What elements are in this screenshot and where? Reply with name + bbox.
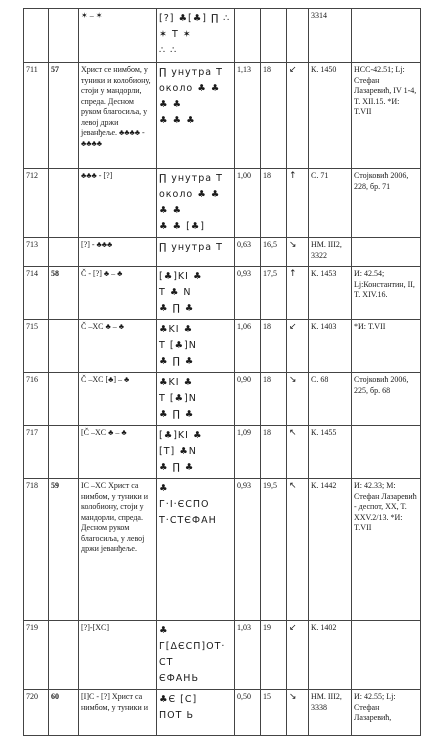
diameter-cell: 18: [261, 320, 287, 373]
reverse-line: ♣Є [С]: [159, 694, 198, 705]
reverse-description-cell: [157, 238, 235, 267]
reference-cell: [352, 426, 421, 479]
weight-cell: 1,13: [235, 63, 261, 169]
collection-cell: К. 1453: [309, 267, 352, 320]
obverse-description-cell: Христ се нимбом, у туники и колобиону, стоји у мандорли, спреда. Десном руком благосиља, у левој држи јеванђеље. ♣♣♣♣ - ♣♣♣♣: [79, 63, 157, 169]
catalog-number-cell: 712: [24, 169, 49, 238]
reverse-description-cell: [157, 621, 235, 690]
reverse-line: [♣]ΚI ♣: [159, 430, 203, 441]
catalog-number-cell: 715: [24, 320, 49, 373]
collection-cell: С. 71: [309, 169, 352, 238]
type-number-cell: 59: [49, 479, 79, 621]
reverse-line: около ♣ ♣ ♣ ♣: [159, 189, 221, 216]
reverse-description-cell: [157, 169, 235, 238]
catalog-number-cell: 716: [24, 373, 49, 426]
catalog-number-cell: 720: [24, 690, 49, 736]
table-row: [24, 238, 421, 267]
type-number-cell: 58: [49, 267, 79, 320]
collection-cell: НМ. III2, 3322: [309, 238, 352, 267]
reference-cell: И: 42.55; Lj: Стефан Лазаревић,: [352, 690, 421, 736]
catalog-number-cell: [24, 9, 49, 63]
reverse-description-cell: [157, 9, 235, 63]
reverse-line: ♣ ∏ ♣: [159, 356, 195, 367]
reverse-line: [T] ♣N: [159, 446, 197, 457]
die-axis-cell: ↖: [287, 479, 309, 621]
table-row: [24, 63, 421, 169]
weight-cell: 0,90: [235, 373, 261, 426]
reverse-line: Т·СТЄФАН: [159, 515, 217, 526]
weight-cell: 0,93: [235, 479, 261, 621]
die-axis-cell: ↙: [287, 63, 309, 169]
reverse-description-cell: [157, 63, 235, 169]
reverse-description-cell: [157, 479, 235, 621]
diameter-cell: 15: [261, 690, 287, 736]
reverse-description-cell: [157, 690, 235, 736]
reverse-line: T [♣]N: [159, 393, 197, 404]
obverse-description-cell: [I]C - [?] Христ са нимбом, у туники и: [79, 690, 157, 736]
table-row: [24, 320, 421, 373]
reverse-line: ♣: [159, 483, 169, 494]
table-row: [24, 479, 421, 621]
reverse-line: ♣ ♣ ♣: [159, 115, 196, 126]
die-axis-cell: ↑: [287, 169, 309, 238]
obverse-description-cell: ♣♣♣ - [?]: [79, 169, 157, 238]
obverse-description-cell: [?] - ♣♣♣: [79, 238, 157, 267]
weight-cell: 0,50: [235, 690, 261, 736]
reference-cell: [352, 9, 421, 63]
reference-cell: Стојковић 2006, 225, бр. 68: [352, 373, 421, 426]
reverse-line: ♣ΚI ♣: [159, 377, 194, 388]
die-axis-cell: ↙: [287, 320, 309, 373]
catalog-number-cell: 718: [24, 479, 49, 621]
weight-cell: 1,09: [235, 426, 261, 479]
weight-cell: 1,06: [235, 320, 261, 373]
weight-cell: 0,93: [235, 267, 261, 320]
reference-cell: И: 42.33; M: Стефан Лазаревић - деспот, XX, T. XXV.2/13. *И: T.VII: [352, 479, 421, 621]
reverse-line: ♣ ∏ ♣: [159, 409, 195, 420]
reference-cell: [352, 621, 421, 690]
obverse-description-cell: [?]-[XC]: [79, 621, 157, 690]
reverse-line: ∏ унутра T: [159, 67, 223, 78]
collection-cell: К. 1402: [309, 621, 352, 690]
diameter-cell: 17,5: [261, 267, 287, 320]
type-number-cell: [49, 426, 79, 479]
reference-cell: И: 42.54; Lj:Константин, II, T. XIV.16.: [352, 267, 421, 320]
type-number-cell: [49, 621, 79, 690]
obverse-description-cell: ✶ – ✶: [79, 9, 157, 63]
reverse-line: [♣]ΚI ♣: [159, 271, 203, 282]
die-axis-cell: ↖: [287, 426, 309, 479]
type-number-cell: [49, 9, 79, 63]
die-axis-cell: ↘: [287, 238, 309, 267]
reverse-line: ПОТ Ь: [159, 710, 194, 721]
reverse-description-cell: [157, 320, 235, 373]
type-number-cell: [49, 373, 79, 426]
die-axis-cell: ↑: [287, 267, 309, 320]
die-axis-cell: [287, 9, 309, 63]
diameter-cell: 19,5: [261, 479, 287, 621]
collection-cell: К. 1450: [309, 63, 352, 169]
type-number-cell: [49, 320, 79, 373]
reverse-line: ✶ T ✶: [159, 29, 192, 40]
table-row: [24, 426, 421, 479]
die-axis-cell: ↙: [287, 621, 309, 690]
type-number-cell: [49, 169, 79, 238]
diameter-cell: [261, 9, 287, 63]
diameter-cell: 16,5: [261, 238, 287, 267]
diameter-cell: 19: [261, 621, 287, 690]
collection-cell: К. 1455: [309, 426, 352, 479]
reverse-line: ∏ унутра T: [159, 242, 223, 253]
obverse-description-cell: Č - [?] ♣ – ♣: [79, 267, 157, 320]
catalog-table-body: [24, 9, 421, 736]
table-row: [24, 267, 421, 320]
catalog-number-cell: 713: [24, 238, 49, 267]
collection-cell: К. 1442: [309, 479, 352, 621]
reverse-line: ♣ ∏ ♣: [159, 462, 195, 473]
obverse-description-cell: Č –XC ♣ – ♣: [79, 320, 157, 373]
reverse-description-cell: [157, 373, 235, 426]
obverse-description-cell: [Č –XC ♣ – ♣: [79, 426, 157, 479]
die-axis-cell: ↘: [287, 690, 309, 736]
reverse-line: T ♣ N: [159, 287, 192, 298]
reverse-line: [?] ♣[♣] ∏ ∴: [159, 13, 231, 24]
reverse-line: ♣ ∏ ♣: [159, 303, 195, 314]
coin-catalog-table: [23, 8, 421, 736]
reference-cell: Стојковић 2006, 228, бр. 71: [352, 169, 421, 238]
reverse-line: ♣: [159, 625, 169, 636]
reverse-line: ♣ ♣ [♣]: [159, 221, 206, 232]
obverse-description-cell: IC –XC Христ са нимбом, у туники и колобиону, стоји у мандорли, спреда. Десном руком благосиља, у левој држи јеванђеље.: [79, 479, 157, 621]
diameter-cell: 18: [261, 426, 287, 479]
diameter-cell: 18: [261, 373, 287, 426]
weight-cell: 0,63: [235, 238, 261, 267]
table-row: [24, 373, 421, 426]
reverse-line: около ♣ ♣ ♣ ♣: [159, 83, 221, 110]
reference-cell: [352, 238, 421, 267]
reverse-description-cell: [157, 426, 235, 479]
diameter-cell: 18: [261, 169, 287, 238]
weight-cell: [235, 9, 261, 63]
reverse-description-cell: [157, 267, 235, 320]
type-number-cell: 57: [49, 63, 79, 169]
obverse-description-cell: Č –XC [♣] – ♣: [79, 373, 157, 426]
reverse-line: ∴ ∴: [159, 45, 178, 56]
type-number-cell: [49, 238, 79, 267]
collection-cell: НМ. III2, 3338: [309, 690, 352, 736]
reverse-line: ∏ унутра T: [159, 173, 223, 184]
reference-cell: НСС-42.51; Lj: Стефан Лазаревић, IV 1-4, T. XII.15. *И: T.VII: [352, 63, 421, 169]
catalog-number-cell: 717: [24, 426, 49, 479]
reverse-line: Г·I·ЄСПО: [159, 499, 210, 510]
catalog-number-cell: 719: [24, 621, 49, 690]
catalog-number-cell: 714: [24, 267, 49, 320]
weight-cell: 1,00: [235, 169, 261, 238]
table-row: [24, 9, 421, 63]
weight-cell: 1,03: [235, 621, 261, 690]
table-row: [24, 169, 421, 238]
table-row: [24, 690, 421, 736]
table-row: [24, 621, 421, 690]
collection-cell: С. 68: [309, 373, 352, 426]
reverse-line: Г[ΔЄСП]ОТ·СТ: [159, 641, 226, 668]
catalog-number-cell: 711: [24, 63, 49, 169]
reverse-line: ♣ΚI ♣: [159, 324, 194, 335]
collection-cell: 3314: [309, 9, 352, 63]
reverse-line: T [♣]N: [159, 340, 197, 351]
type-number-cell: 60: [49, 690, 79, 736]
reference-cell: *И: T.VII: [352, 320, 421, 373]
reverse-line: ЄФАНЬ: [159, 673, 199, 684]
collection-cell: К. 1403: [309, 320, 352, 373]
diameter-cell: 18: [261, 63, 287, 169]
die-axis-cell: ↘: [287, 373, 309, 426]
